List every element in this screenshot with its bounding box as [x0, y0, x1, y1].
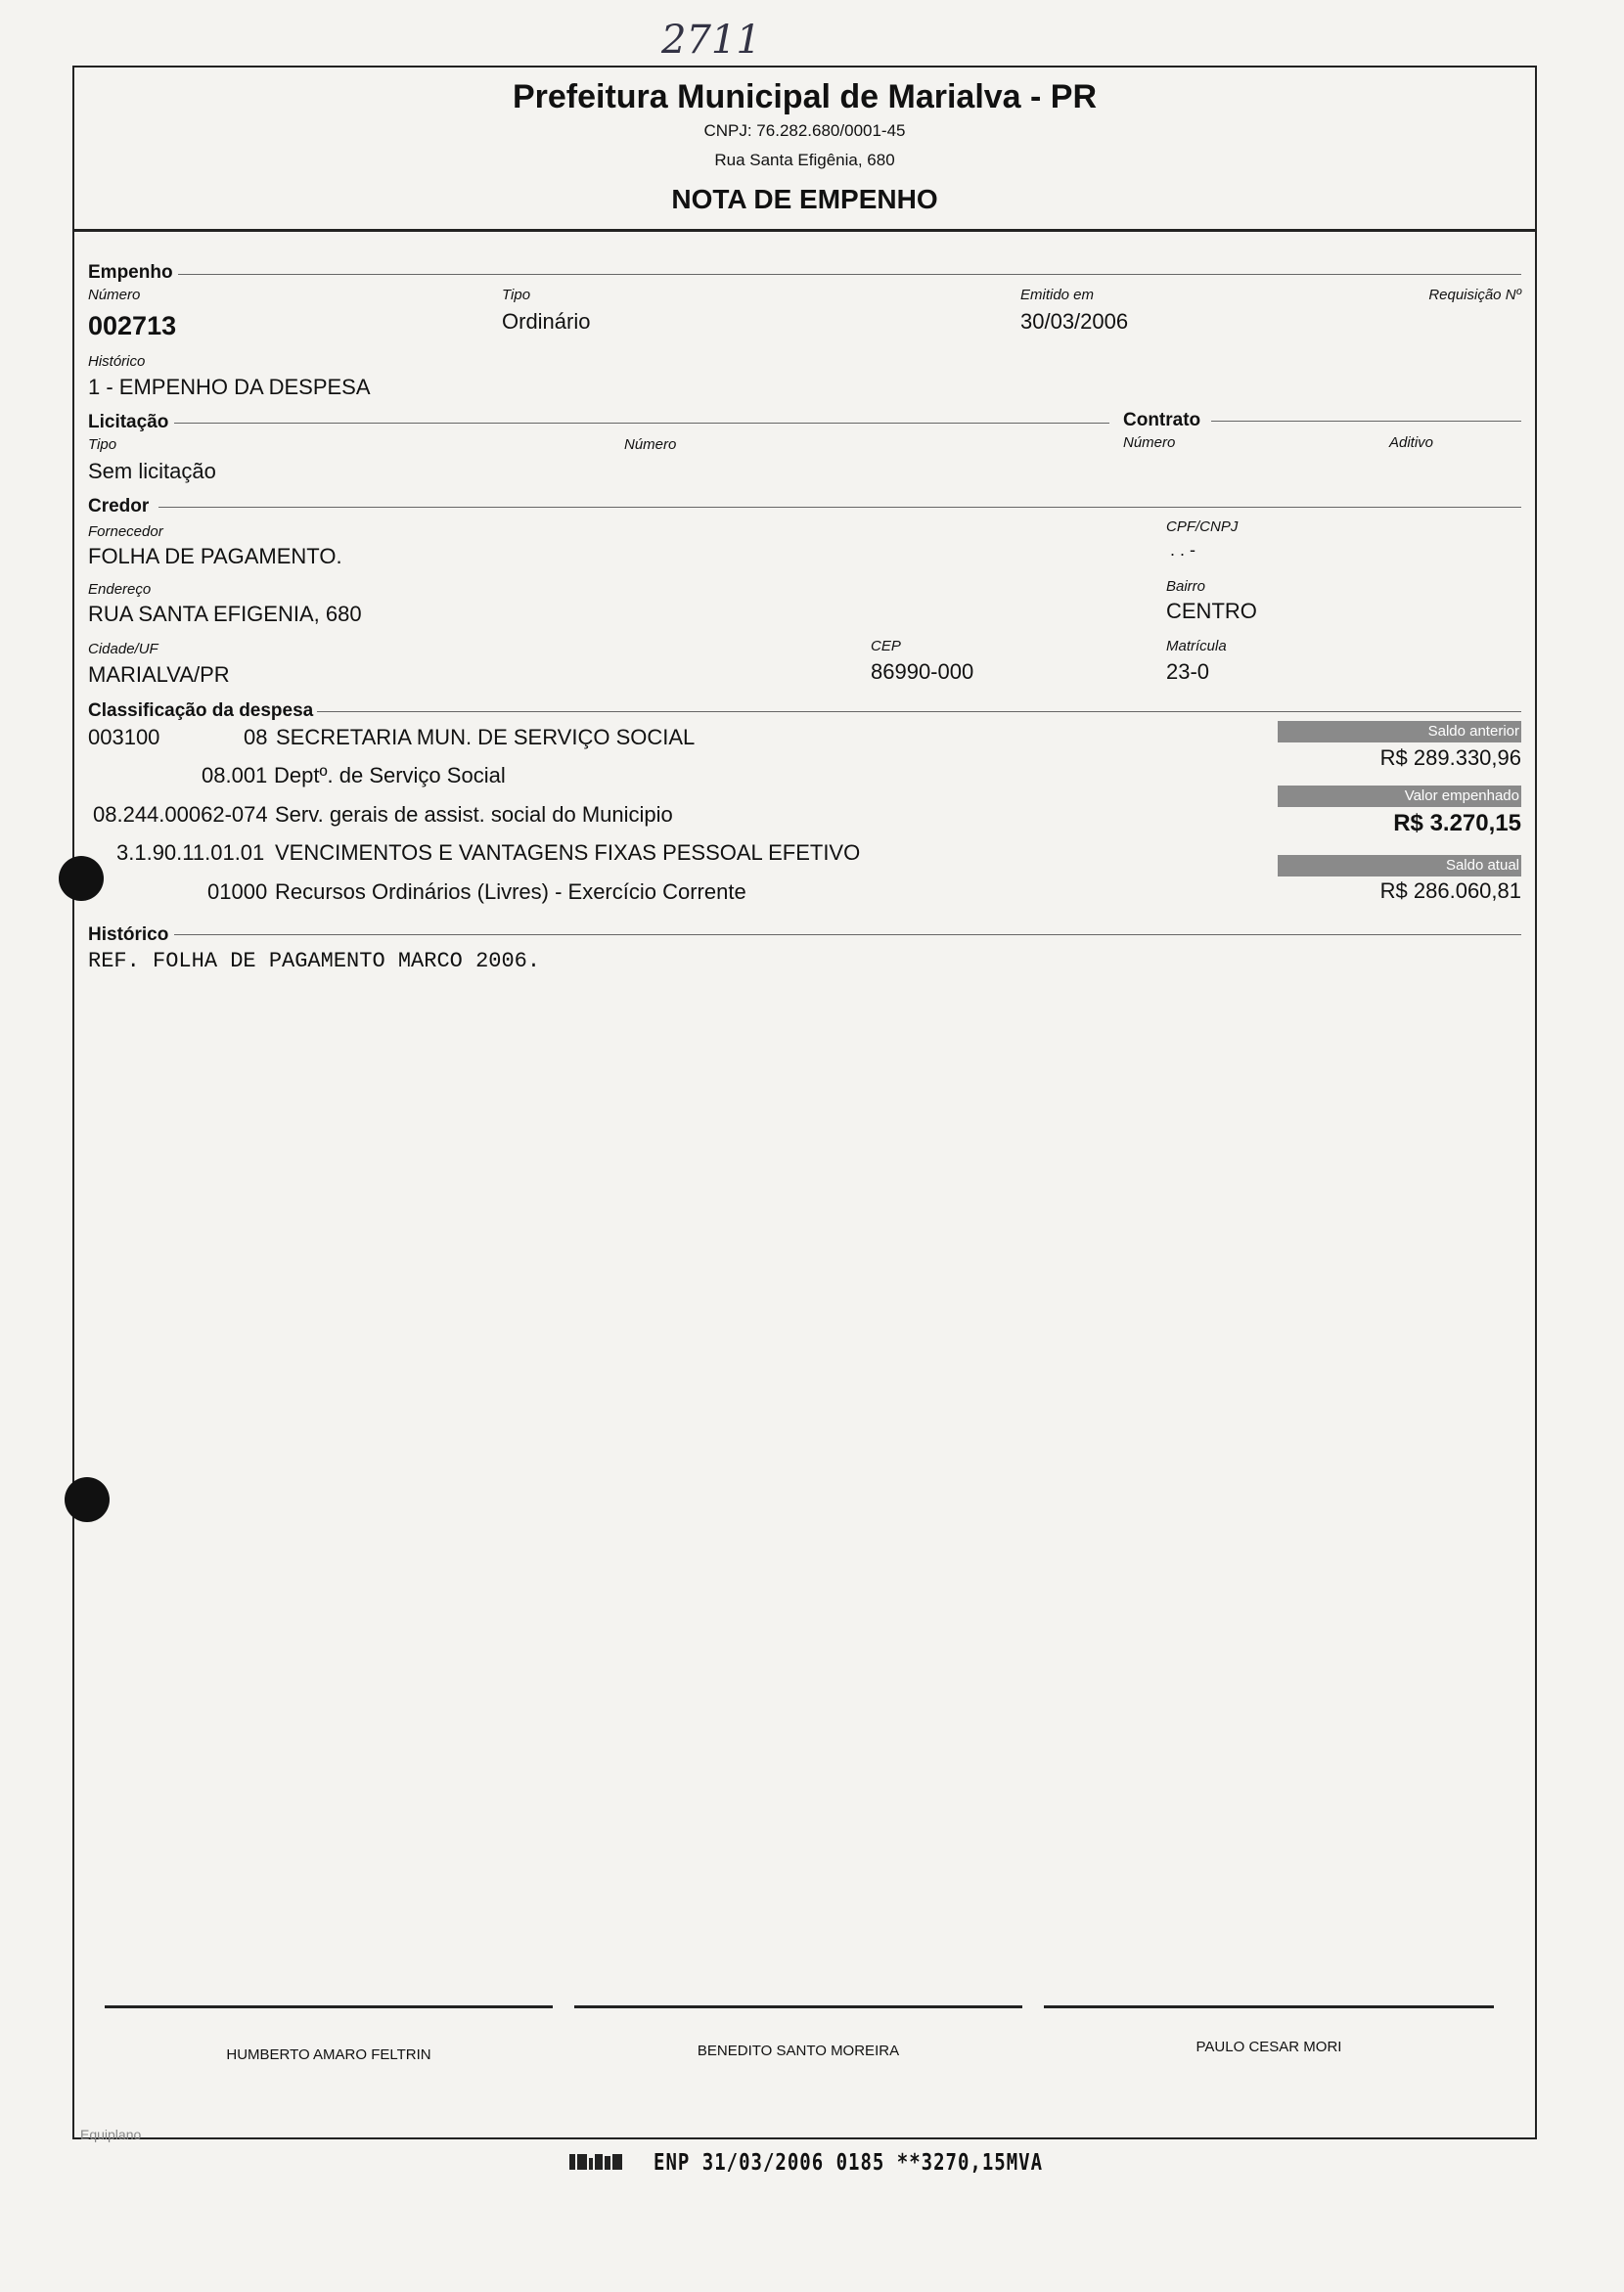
emitido-date: 30/03/2006 [1020, 309, 1129, 334]
bairro-value: CENTRO [1166, 599, 1257, 623]
classificacao-code2: 08 [244, 725, 268, 749]
fornecedor-value: FOLHA DE PAGAMENTO. [88, 544, 342, 568]
classificacao-desc: Deptº. de Serviço Social [274, 763, 506, 787]
page-title: Prefeitura Municipal de Marialva - PR [512, 78, 1098, 115]
classificacao-desc: Recursos Ordinários (Livres) - Exercício Corrente [275, 879, 746, 904]
licitacao-tipo: Sem licitação [88, 459, 216, 483]
section-rule [174, 423, 1109, 424]
endereco-value: RUA SANTA EFIGENIA, 680 [88, 602, 362, 626]
classificacao-desc: SECRETARIA MUN. DE SERVIÇO SOCIAL [276, 725, 696, 749]
saldo-anterior-value: R$ 289.330,96 [1379, 745, 1521, 770]
footer-stamp: ENP 31/03/2006 0185 **3270,15MVA [654, 2149, 1044, 2177]
section-empenho: Empenho [88, 262, 173, 283]
cidade-value: MARIALVA/PR [88, 662, 230, 687]
cep-value: 86990-000 [871, 659, 974, 684]
numero-label: Número [88, 287, 141, 303]
classificacao-code: 3.1.90.11.01.01 [116, 840, 265, 865]
section-licitacao: Licitação [88, 412, 169, 432]
section-credor: Credor [88, 496, 150, 517]
section-rule [317, 711, 1521, 712]
header-divider [72, 229, 1537, 232]
empenho-tipo: Ordinário [502, 309, 591, 334]
classificacao-desc: VENCIMENTOS E VANTAGENS FIXAS PESSOAL EFETIVO [275, 840, 861, 865]
historico-label: Histórico [88, 353, 146, 370]
empenho-number: 002713 [88, 311, 177, 340]
matricula-value: 23-0 [1166, 659, 1210, 684]
address-text: Rua Santa Efigênia, 680 [714, 151, 895, 169]
punch-hole [65, 1477, 110, 1522]
cpf-label: CPF/CNPJ [1166, 518, 1239, 535]
signature-name: HUMBERTO AMARO FELTRIN [226, 2046, 431, 2063]
cpf-value: . . - [1170, 540, 1195, 560]
bairro-label: Bairro [1166, 578, 1206, 595]
contrato-numero-label: Número [1123, 434, 1176, 451]
valor-empenhado-value: R$ 3.270,15 [1393, 810, 1521, 836]
valor-empenhado-label: Valor empenhado [1278, 786, 1521, 807]
section-rule [174, 934, 1521, 935]
classificacao-desc: Serv. gerais de assist. social do Municipio [275, 802, 673, 827]
saldo-anterior-label: Saldo anterior [1278, 721, 1521, 742]
section-historico: Histórico [88, 924, 169, 945]
classificacao-code: 003100 [88, 725, 160, 749]
cnpj-text: CNPJ: 76.282.680/0001-45 [703, 121, 906, 140]
contrato-aditivo-label: Aditivo [1389, 434, 1434, 451]
section-rule [178, 274, 1521, 275]
handwritten-number: 2711 [661, 18, 761, 63]
classificacao-code: 08.001 [202, 763, 268, 787]
licitacao-tipo-label: Tipo [88, 436, 117, 453]
signature-name: PAULO CESAR MORI [1195, 2039, 1342, 2055]
matricula-label: Matrícula [1166, 638, 1227, 654]
saldo-atual-value: R$ 286.060,81 [1379, 878, 1521, 903]
section-classificacao: Classificação da despesa [88, 700, 314, 721]
emitido-label: Emitido em [1020, 287, 1095, 303]
saldo-atual-label: Saldo atual [1278, 855, 1521, 876]
classificacao-code: 01000 [207, 879, 268, 904]
classificacao-code: 08.244.00062-074 [93, 802, 268, 827]
historico-text: REF. FOLHA DE PAGAMENTO MARCO 2006. [88, 949, 541, 973]
endereco-label: Endereço [88, 581, 152, 598]
signature-line [105, 2005, 553, 2008]
software-label: Equiplano [80, 2127, 142, 2142]
cep-label: CEP [871, 638, 901, 654]
fornecedor-label: Fornecedor [88, 523, 163, 540]
punch-hole [59, 856, 104, 901]
section-rule [1211, 421, 1521, 422]
requisicao-label: Requisição Nº [1428, 287, 1521, 303]
cidade-label: Cidade/UF [88, 641, 158, 657]
barcode-logo [569, 2152, 628, 2172]
signature-name: BENEDITO SANTO MOREIRA [697, 2043, 900, 2059]
signature-line [1044, 2005, 1494, 2008]
document-title: NOTA DE EMPENHO [671, 184, 938, 214]
tipo-label: Tipo [502, 287, 531, 303]
section-rule [158, 507, 1521, 508]
licitacao-numero-label: Número [624, 436, 677, 453]
section-contrato: Contrato [1123, 410, 1201, 430]
empenho-historico: 1 - EMPENHO DA DESPESA [88, 375, 371, 399]
signature-line [574, 2005, 1022, 2008]
